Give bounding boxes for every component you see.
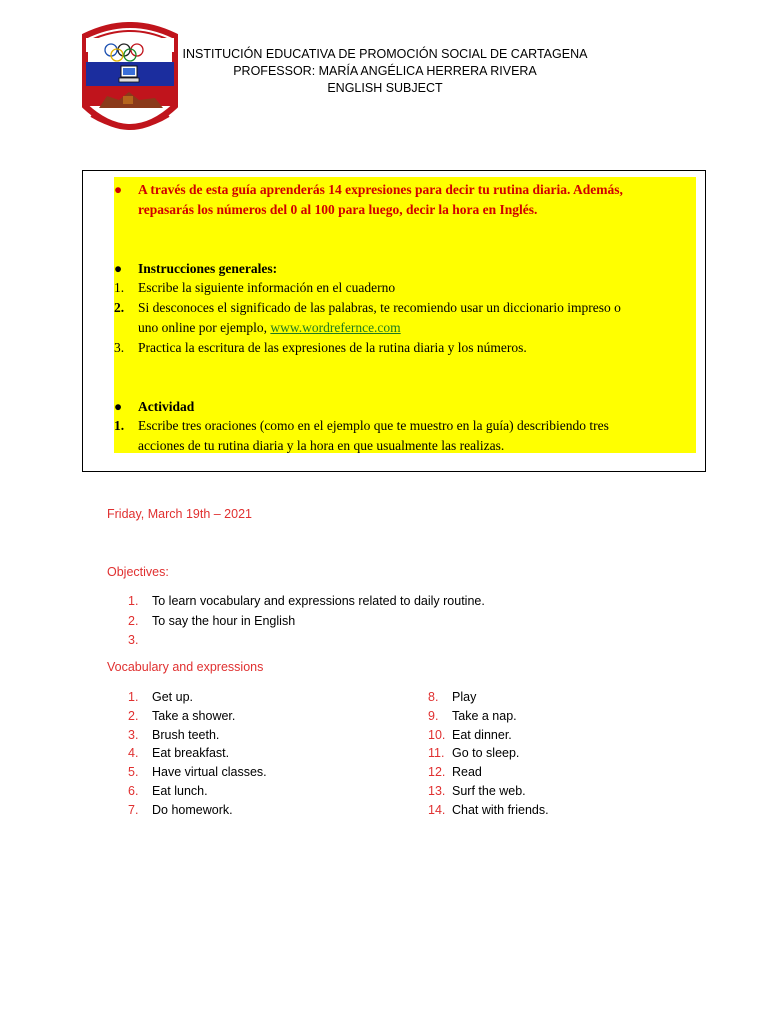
list-item bbox=[428, 763, 482, 782]
list-item-number: 2. bbox=[128, 708, 139, 723]
list-item bbox=[128, 782, 208, 801]
list-item-number: 9. bbox=[428, 708, 439, 723]
list-item-text: Take a nap. bbox=[452, 708, 517, 723]
list-item-text: Eat dinner. bbox=[452, 727, 512, 742]
list-item-text: Play bbox=[452, 690, 477, 704]
wordreference-link[interactable]: www.wordrefernce.com bbox=[270, 320, 401, 335]
list-item-text: Read bbox=[452, 765, 482, 780]
list-item-number: 13. bbox=[428, 784, 446, 798]
list-item-number: 14. bbox=[428, 802, 446, 817]
list-item-number: 1. bbox=[128, 594, 139, 608]
list-item bbox=[128, 707, 235, 726]
instruction-number: 3. bbox=[114, 340, 125, 355]
document-header bbox=[160, 46, 610, 97]
list-item bbox=[128, 631, 152, 650]
list-item-number: 1. bbox=[128, 690, 139, 704]
professor-name: PROFESSOR: MARÍA ANGÉLICA HERRERA RIVERA bbox=[233, 64, 537, 78]
instruction-text: Escribe la siguiente información en el cuaderno bbox=[138, 280, 396, 295]
list-item bbox=[428, 726, 512, 745]
list-item bbox=[428, 688, 476, 707]
instruction-text: Practica la escritura de las expresiones de la rutina diaria y los números. bbox=[138, 340, 527, 355]
list-item bbox=[428, 744, 519, 763]
list-item bbox=[128, 744, 229, 763]
list-item bbox=[128, 688, 193, 707]
instruction-text: uno online por ejemplo, bbox=[138, 320, 271, 335]
list-item bbox=[128, 612, 295, 631]
activity-number: 1. bbox=[114, 418, 125, 433]
list-item-number: 11. bbox=[428, 746, 445, 761]
activity-text: acciones de tu rutina diaria y la hora en que usualmente las realizas. bbox=[138, 438, 505, 453]
list-item bbox=[128, 726, 219, 745]
list-item-text: Get up. bbox=[152, 690, 193, 704]
instruction-number: 1. bbox=[114, 280, 125, 295]
subject-name: ENGLISH SUBJECT bbox=[327, 81, 443, 95]
list-item-text: To learn vocabulary and expressions related to daily routine. bbox=[152, 594, 485, 608]
list-item-number: 7. bbox=[128, 802, 139, 817]
list-item bbox=[128, 592, 485, 611]
list-item-number: 5. bbox=[128, 765, 139, 780]
list-item bbox=[428, 782, 526, 801]
list-item-number: 8. bbox=[428, 690, 439, 704]
institution-name: INSTITUCIÓN EDUCATIVA DE PROMOCIÓN SOCIAL DE CARTAGENA bbox=[182, 47, 588, 61]
list-item-text: Do homework. bbox=[152, 802, 233, 817]
bullet-icon: ● bbox=[114, 261, 123, 276]
list-item-text: To say the hour in English bbox=[152, 613, 296, 628]
instructions-box bbox=[82, 170, 706, 472]
intro-text-line-2: repasarás los números del 0 al 100 para luego, decir la hora en Inglés. bbox=[138, 202, 538, 217]
date-line: Friday, March 19th – 2021 bbox=[107, 507, 252, 521]
list-item-text: Eat breakfast. bbox=[152, 746, 230, 761]
vocabulary-title: Vocabulary and expressions bbox=[107, 660, 264, 674]
instructions-title: Instrucciones generales: bbox=[138, 261, 278, 276]
list-item bbox=[128, 763, 267, 782]
list-item-text: Go to sleep. bbox=[452, 746, 520, 761]
activity-title: Actividad bbox=[138, 399, 195, 414]
list-item bbox=[428, 707, 517, 726]
list-item-number: 2. bbox=[128, 613, 139, 628]
list-item-text: Take a shower. bbox=[152, 708, 236, 723]
list-item-number: 6. bbox=[128, 784, 139, 798]
list-item-text: Eat lunch. bbox=[152, 784, 208, 798]
list-item-number: 12. bbox=[428, 765, 446, 780]
instruction-text: Si desconoces el significado de las palabras, te recomiendo usar un diccionario impreso o bbox=[138, 300, 621, 315]
list-item bbox=[128, 801, 233, 820]
bullet-icon: ● bbox=[114, 399, 123, 414]
list-item-number: 3. bbox=[128, 727, 139, 742]
intro-text-line-1: A través de esta guía aprenderás 14 expresiones para decir tu rutina diaria. Además, bbox=[138, 182, 623, 197]
list-item-number: 10. bbox=[428, 727, 446, 742]
list-item-text: Surf the web. bbox=[452, 784, 526, 798]
instruction-number: 2. bbox=[114, 300, 125, 315]
list-item-number: 4. bbox=[128, 746, 139, 761]
list-item-text: Chat with friends. bbox=[452, 802, 549, 817]
activity-text: Escribe tres oraciones (como en el ejemplo que te muestro en la guía) describiendo tres bbox=[138, 418, 609, 433]
list-item bbox=[428, 801, 549, 820]
list-item-text: Brush teeth. bbox=[152, 727, 220, 742]
list-item-text: Have virtual classes. bbox=[152, 765, 267, 780]
list-item-number: 3. bbox=[128, 633, 139, 647]
bullet-icon: ● bbox=[114, 182, 123, 197]
highlighted-instructions bbox=[114, 177, 696, 453]
objectives-title: Objectives: bbox=[107, 565, 169, 579]
